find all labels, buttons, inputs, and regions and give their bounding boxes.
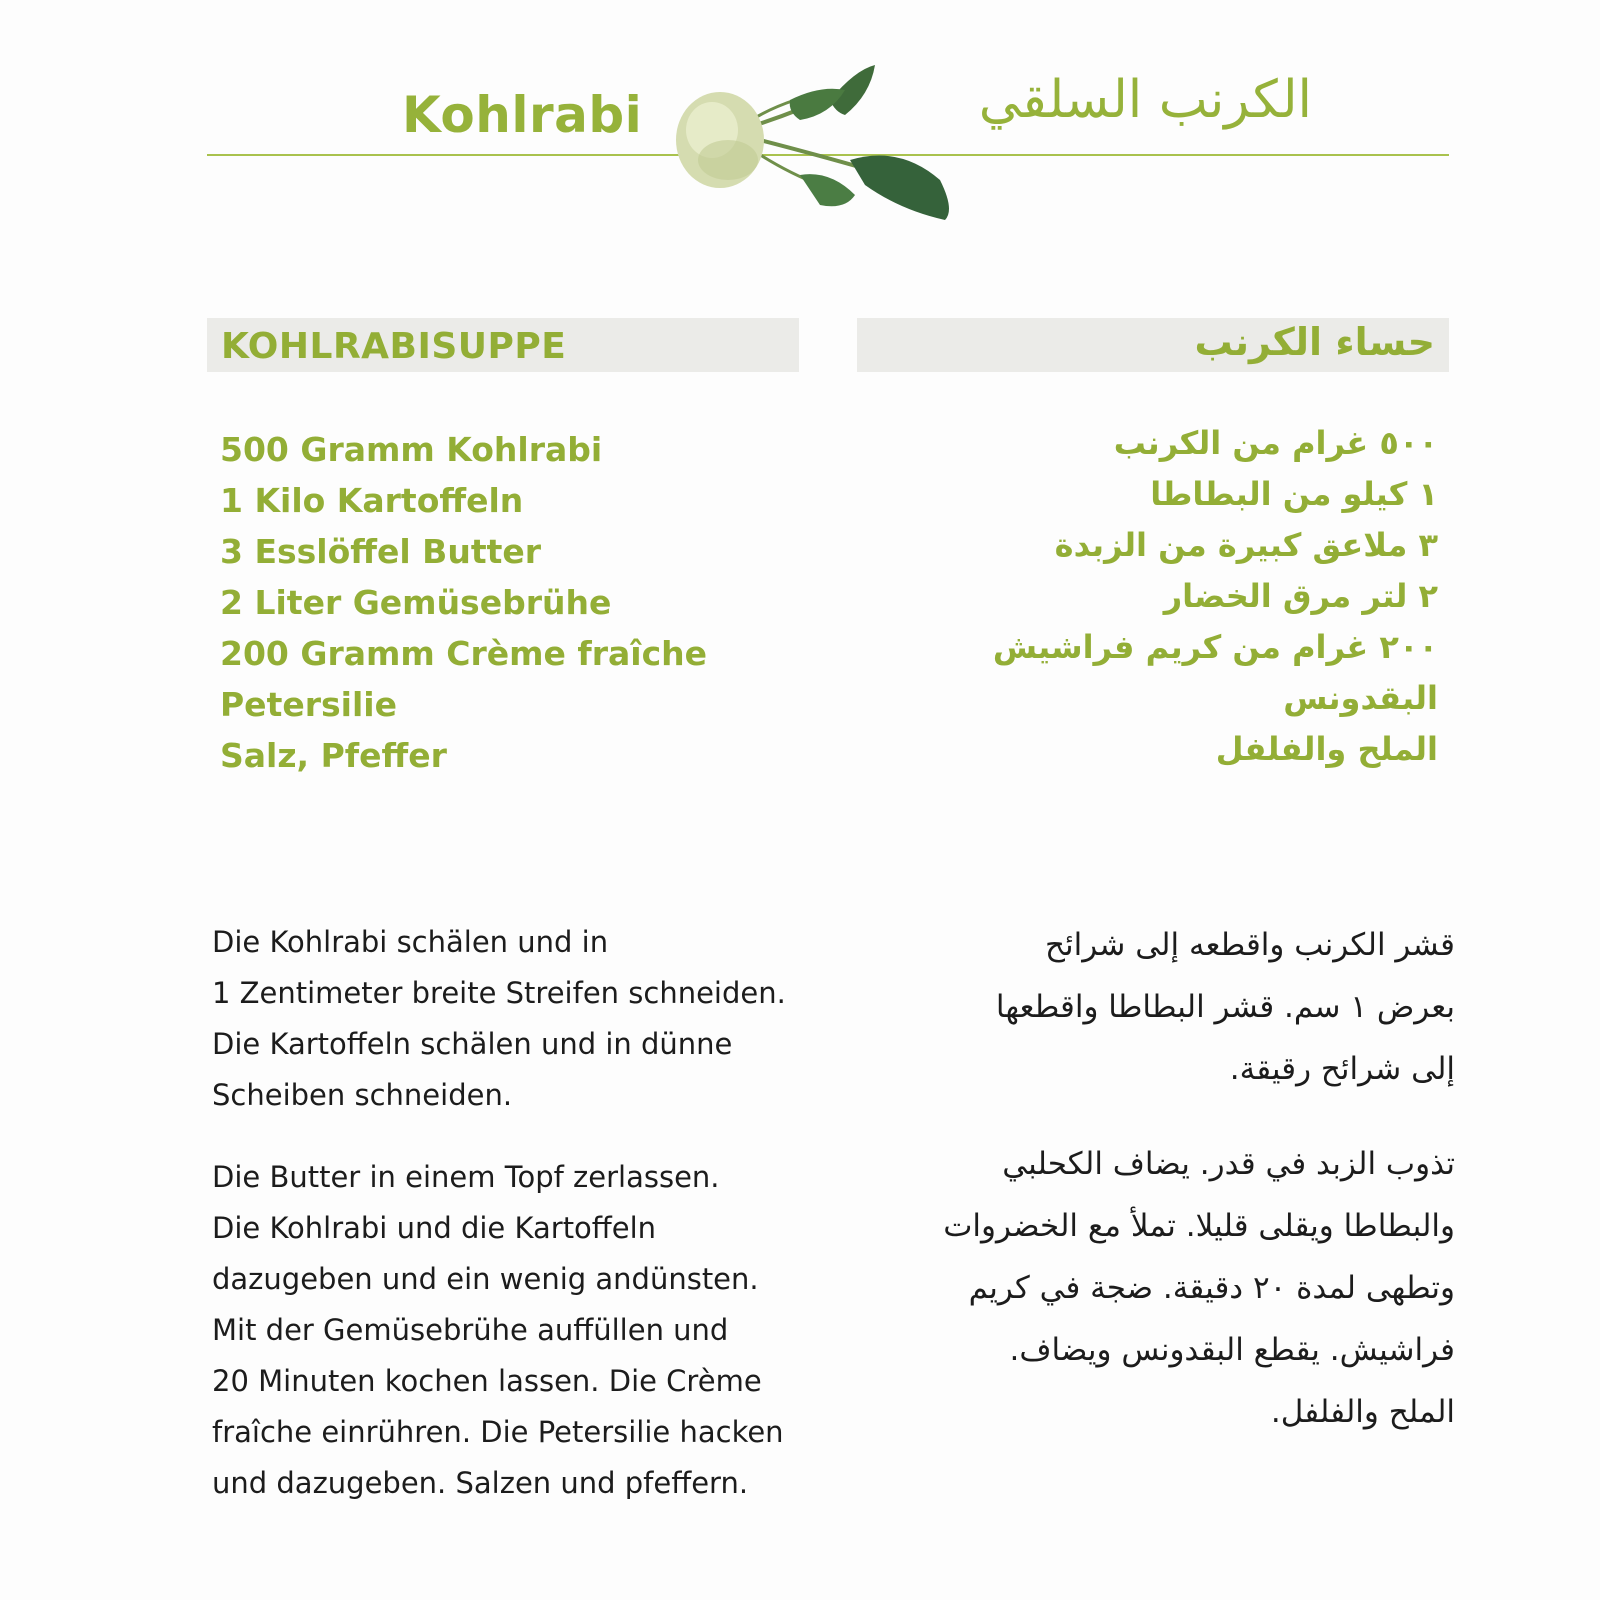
text-line: dazugeben und ein wenig andünsten. [212,1262,759,1296]
recipe-title-bar-german [207,318,799,372]
recipe-title-bar-arabic [857,318,1449,372]
page-title-german: Kohlrabi [402,86,643,144]
ingredient-item: Petersilie [220,685,397,724]
text-line: قشر الكرنب واقطعه إلى شرائح [1045,927,1455,963]
ingredient-item: Salz, Pfeffer [220,736,447,775]
text-line: 20 Minuten kochen lassen. Die Crème [212,1364,762,1398]
text-line: Mit der Gemüsebrühe auffüllen und [212,1313,729,1347]
ingredient-item: 200 Gramm Crème fraîche [220,634,708,673]
text-line: fraîche einrühren. Die Petersilie hacken [212,1415,784,1449]
ingredient-item: 1 Kilo Kartoffeln [220,481,524,520]
instructions-arabic-paragraph-1 [815,914,1455,1100]
text-line: 1 Zentimeter breite Streifen schneiden. [212,976,786,1010]
ingredient-item: 2 Liter Gemüsebrühe [220,583,612,622]
recipe-title-arabic: حساء الكرنب [1194,320,1435,364]
ingredient-item: ١ كيلو من البطاطا [1150,475,1438,513]
ingredient-item: ٢ لتر مرق الخضار [1163,577,1438,615]
text-line: إلى شرائح رقيقة. [1229,1051,1455,1087]
text-line: Die Butter in einem Topf zerlassen. [212,1160,720,1194]
ingredient-item: ٥٠٠ غرام من الكرنب [1113,424,1438,462]
ingredient-item: 500 Gramm Kohlrabi [220,430,603,469]
text-line: تذوب الزبد في قدر. يضاف الكحلبي [1002,1146,1455,1182]
ingredients-list-german [220,428,707,785]
kohlrabi-illustration [670,60,990,240]
page-title-arabic: الكرنب السلقي [978,70,1312,130]
instructions-german-paragraph-2 [212,1152,822,1509]
ingredient-item: ٣ ملاعق كبيرة من الزبدة [1054,526,1438,564]
text-line: والبطاطا ويقلى قليلا. تملأ مع الخضروات [943,1208,1455,1244]
text-line: Die Kohlrabi schälen und in [212,925,609,959]
text-line: und dazugeben. Salzen und pfeffern. [212,1466,749,1500]
text-line: Scheiben schneiden. [212,1078,513,1112]
text-line: الملح والفلفل. [1270,1394,1455,1430]
instructions-german-paragraph-1 [212,917,822,1121]
ingredient-item: ٢٠٠ غرام من كريم فراشيش [992,628,1438,666]
ingredient-item: 3 Esslöffel Butter [220,532,542,571]
text-line: Die Kartoffeln schälen und in dünne [212,1027,733,1061]
text-line: Die Kohlrabi und die Kartoffeln [212,1211,657,1245]
text-line: بعرض ١ سم. قشر البطاطا واقطعها [995,989,1455,1025]
ingredient-item: البقدونس [1283,679,1438,717]
text-line: فراشيش. يقطع البقدونس ويضاف. [1009,1332,1455,1368]
ingredients-list-arabic [993,420,1438,777]
text-line: وتطهى لمدة ٢٠ دقيقة. ضجة في كريم [968,1270,1455,1306]
recipe-title-german: KOHLRABISUPPE [221,326,567,367]
instructions-arabic-paragraph-2 [815,1133,1455,1443]
ingredient-item: الملح والفلفل [1215,730,1438,768]
